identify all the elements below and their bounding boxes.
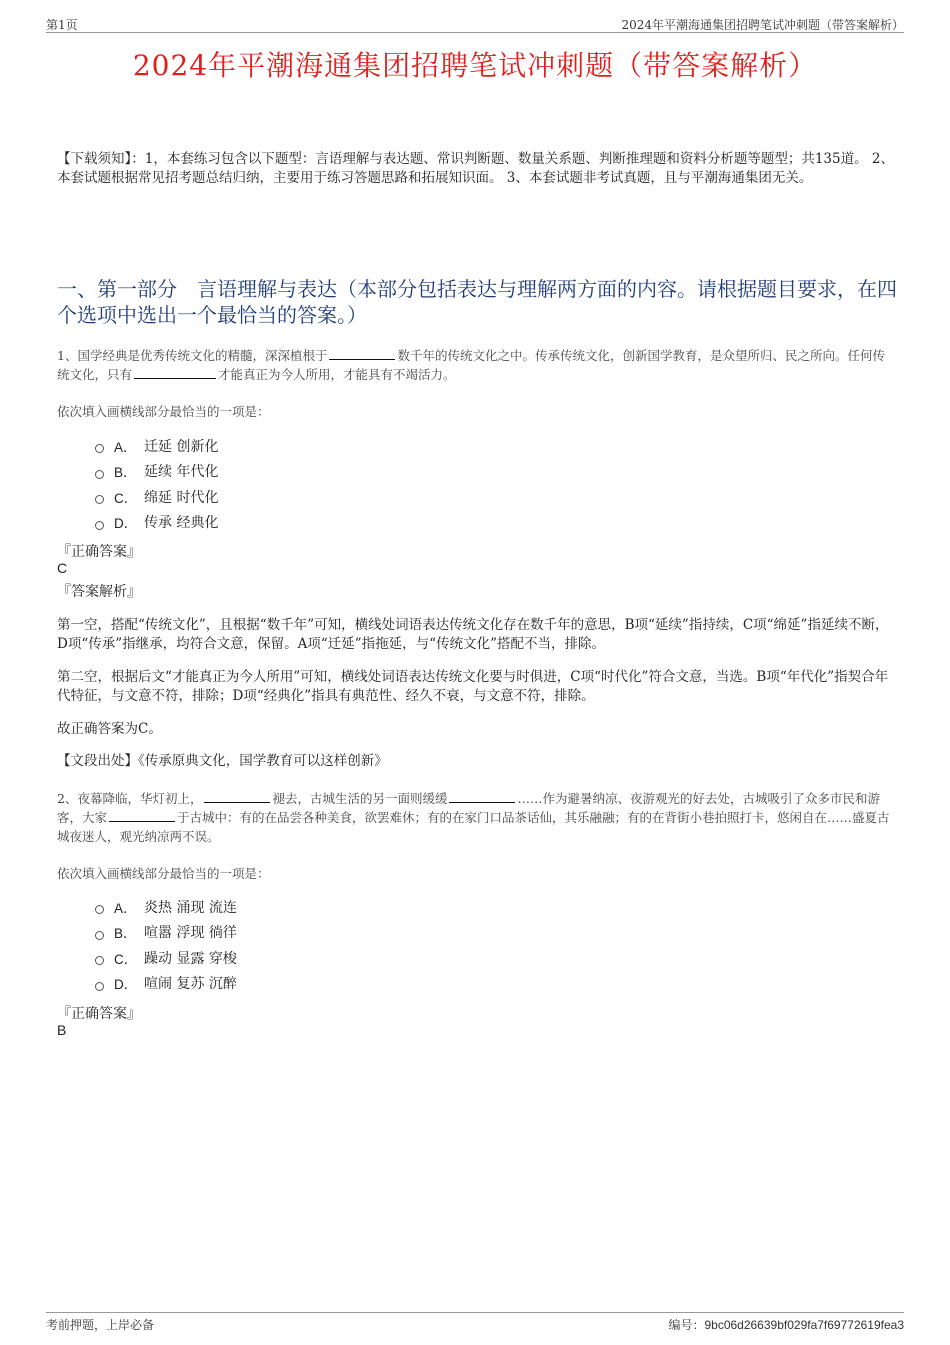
option-letter: D． [114,516,138,532]
footer-code-label: 编号： [668,1318,705,1332]
question-2-answer: B [57,1022,67,1038]
option-text: 延续 年代化 [144,464,219,481]
option-text: 炎热 涌现 流连 [144,899,237,916]
question-1-text-part-b: 数千年的传统文化之中。传承传统文化，创新国学教育，是众望所归、民之所向。任何传统文化，只有 [57,348,885,382]
option-c[interactable] [95,484,218,510]
option-letter: B． [114,926,137,942]
option-letter: A． [114,900,137,916]
fill-blank [329,347,395,360]
fill-blank [109,809,175,822]
footer-code [668,1316,904,1333]
option-text: 传承 经典化 [144,515,219,532]
radio-button[interactable] [95,470,104,479]
question-1-analysis-label: 『答案解析』 [57,584,141,600]
question-2-options [95,894,237,996]
option-a[interactable] [95,894,237,920]
option-text: 喧嚣 浮现 徜徉 [144,925,237,942]
fill-blank [134,366,216,379]
option-letter: C． [114,490,138,506]
question-2-text-part-a: 2、夜幕降临，华灯初上， [57,791,203,806]
radio-button[interactable] [95,444,104,453]
fill-blank [204,790,270,803]
radio-button[interactable] [95,905,104,914]
option-b[interactable] [95,920,237,946]
download-notice: 【下载须知】：1，本套练习包含以下题型：言语理解与表达题、常识判断题、数量关系题、判断推理题和资料分析题等题型；共135道。 2、本套试题根据常见招考题总结归纳，主要用于练习答题思路和拓展知识面。 3、本套试题非考试真题，且与平潮海通集团无关。 [57,151,894,186]
question-1-prompt: 依次填入画横线部分最恰当的一项是： [57,404,270,419]
question-1-analysis-paragraph-2: 第二空，根据后文“才能真正为今人所用”可知，横线处词语表达传统文化要与时俱进，C项“时代化”符合文意，当选。B项“年代化”指契合年代特征，与文意不符，排除；D项“经典化”指具有典范性、经久不衰，与文意不符，排除。 [57,669,889,704]
page-footer [46,1312,904,1333]
radio-button[interactable] [95,521,104,530]
option-d[interactable] [95,971,237,997]
section-title: 一、第一部分 言语理解与表达（本部分包括表达与理解两方面的内容。请根据题目要求，在四个选项中选出一个最恰当的答案。） [57,277,897,327]
question-1-answer: C [57,560,68,576]
option-d[interactable] [95,510,218,536]
page-header [46,14,904,33]
question-2-text-part-c: ……作为避暑纳凉、夜游观光的好去处，古城吸引了众多市民和游客，大家 [57,791,880,825]
radio-button[interactable] [95,931,104,940]
option-letter: B． [114,465,137,481]
question-1-analysis-paragraph-1: 第一空，搭配“传统文化”，且根据“数千年”可知，横线处词语表达传统文化存在数千年的意思，B项“延续”指持续，C项“绵延”指延续不断，D项“传承”指继承，均符合文意，保留。A项“迁延”指拖延，与“传统文化”搭配不当，排除。 [57,617,889,652]
question-2-text-part-b: 褪去，古城生活的另一面则缓缓 [272,791,448,806]
option-letter: C． [114,951,138,967]
question-2-prompt: 依次填入画横线部分最恰当的一项是： [57,866,270,881]
question-1-conclusion: 故正确答案为C。 [57,721,162,737]
option-letter: A． [114,439,137,455]
option-text: 迁延 创新化 [144,438,219,455]
option-a[interactable] [95,433,218,459]
question-1-text-part-a: 1、国学经典是优秀传统文化的精髓，深深植根于 [57,348,328,363]
question-2-text [57,789,897,846]
option-text: 喧闹 复苏 沉醉 [144,976,237,993]
footer-code-value: 9bc06d26639bf029fa7f69772619fea3 [704,1318,904,1332]
document-title: 2024年平潮海通集团招聘笔试冲刺题（带答案解析） [132,49,818,82]
question-2-text-part-d: 于古城中：有的在品尝各种美食，欲罢难休；有的在家门口品茶话仙，其乐融融；有的在背街小巷拍照打卡，悠闲自在……盛夏古城夜迷人，观光纳凉两不误。 [57,810,890,844]
option-text: 躁动 显露 穿梭 [144,950,237,967]
radio-button[interactable] [95,495,104,504]
radio-button[interactable] [95,982,104,991]
option-letter: D． [114,977,138,993]
radio-button[interactable] [95,956,104,965]
question-1-answer-label: 『正确答案』 [57,544,141,560]
question-1-options [95,433,218,535]
option-text: 绵延 时代化 [144,489,219,506]
footer-slogan: 考前押题，上岸必备 [46,1318,155,1332]
header-doc-title: 2024年平潮海通集团招聘笔试冲刺题（带答案解析） [621,18,904,32]
fill-blank [449,790,515,803]
question-1-source: 【文段出处】《传承原典文化，国学教育可以这样创新》 [57,753,388,769]
option-b[interactable] [95,459,218,485]
option-c[interactable] [95,945,237,971]
question-1-text-part-c: 才能真正为今人所用，才能具有不竭活力。 [218,367,456,382]
question-2-answer-label: 『正确答案』 [57,1006,141,1022]
page-number: 第1页 [46,18,78,32]
question-1-text [57,346,897,384]
